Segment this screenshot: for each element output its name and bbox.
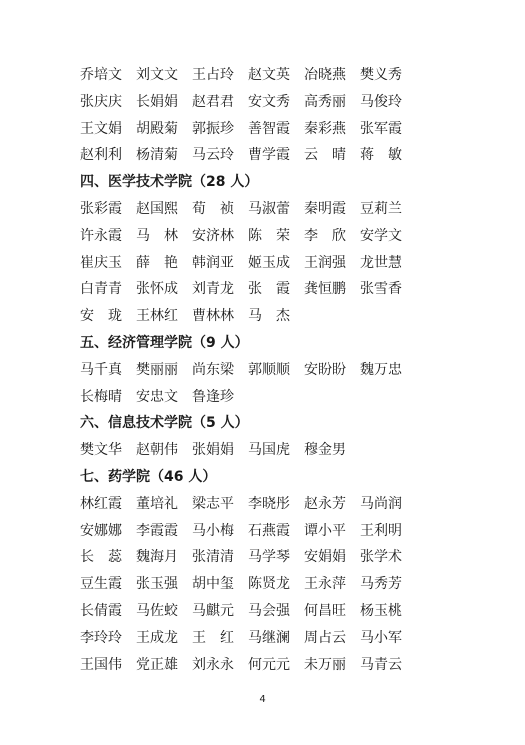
name-entry: 张娟娟 <box>192 442 234 459</box>
section-heading: 四、医学技术学院（28 人） <box>80 174 259 191</box>
name-entry: 荀 祯 <box>192 200 234 217</box>
name-entry: 马秀芳 <box>360 576 402 593</box>
name-entry: 赵文英 <box>248 67 290 83</box>
name-entry: 云 晴 <box>304 147 346 164</box>
name-entry: 高秀丽 <box>304 93 346 110</box>
name-entry: 龙世慧 <box>360 254 402 271</box>
name-entry: 王林红 <box>136 308 178 325</box>
name-entry: 马小梅 <box>192 522 234 539</box>
name-entry: 张军霞 <box>360 120 402 137</box>
name-entry: 李晓彤 <box>248 495 290 512</box>
name-row <box>0 491 525 518</box>
section-heading: 五、经济管理学院（9 人） <box>80 334 249 351</box>
name-entry: 豆莉兰 <box>360 200 402 217</box>
name-row <box>0 625 525 652</box>
name-entry: 郭顺顺 <box>248 361 290 378</box>
name-entry: 龚恒鹏 <box>304 281 346 298</box>
name-entry: 魏万忠 <box>360 361 402 378</box>
name-entry: 董培礼 <box>136 495 178 512</box>
name-entry: 长娟娟 <box>136 93 178 110</box>
document-body <box>0 62 525 678</box>
name-entry: 刘文文 <box>136 67 178 83</box>
name-entry: 马 杰 <box>248 308 290 325</box>
name-row <box>0 89 525 116</box>
name-entry: 陈贤龙 <box>248 576 290 593</box>
name-entry: 安娟娟 <box>304 549 346 566</box>
name-entry: 安文秀 <box>248 93 290 110</box>
name-entry: 马尚润 <box>360 495 402 512</box>
name-entry: 白青青 <box>80 281 122 298</box>
name-entry: 崔庆玉 <box>80 254 122 271</box>
name-entry: 尚东梁 <box>192 361 234 378</box>
name-row <box>0 598 525 625</box>
name-entry: 林红霞 <box>80 495 122 512</box>
section-heading: 六、信息技术学院（5 人） <box>80 415 249 432</box>
name-entry: 赵朝伟 <box>136 442 178 459</box>
name-entry: 李霞霞 <box>136 522 178 539</box>
name-entry: 未万丽 <box>304 656 346 673</box>
name-entry: 马俊玲 <box>360 93 402 110</box>
name-entry: 马麒元 <box>192 602 234 619</box>
name-entry: 姬玉成 <box>248 254 290 271</box>
name-entry: 安娜娜 <box>80 522 122 539</box>
name-entry: 王国伟 <box>80 656 122 673</box>
name-entry: 张学术 <box>360 549 402 566</box>
name-row <box>0 437 525 464</box>
name-entry: 王利明 <box>360 522 402 539</box>
name-entry: 张雪香 <box>360 281 402 298</box>
name-entry: 张庆庆 <box>80 93 122 110</box>
name-row <box>0 357 525 384</box>
name-row <box>0 518 525 545</box>
name-row <box>0 116 525 143</box>
name-entry: 郭振珍 <box>192 120 234 137</box>
name-entry: 王文娟 <box>80 120 122 137</box>
name-entry: 杨清菊 <box>136 147 178 164</box>
name-entry: 许永霞 <box>80 227 122 244</box>
name-row <box>0 62 525 89</box>
name-entry: 王占玲 <box>192 67 234 83</box>
name-entry: 安忠文 <box>136 388 178 405</box>
name-entry: 长 蕊 <box>80 549 122 566</box>
name-entry: 赵君君 <box>192 93 234 110</box>
name-entry: 冶晓燕 <box>304 67 346 83</box>
name-entry: 善智霞 <box>248 120 290 137</box>
name-row <box>0 303 525 330</box>
name-entry: 刘永永 <box>192 656 234 673</box>
name-entry: 马千真 <box>80 361 122 378</box>
name-entry: 张怀成 <box>136 281 178 298</box>
name-entry: 王永萍 <box>304 576 346 593</box>
section-heading-row <box>0 169 525 196</box>
name-row <box>0 384 525 411</box>
name-row <box>0 196 525 223</box>
name-entry: 胡中玺 <box>192 576 234 593</box>
name-entry: 马佐蛟 <box>136 602 178 619</box>
name-entry: 乔培文 <box>80 67 122 83</box>
name-entry: 秦明霞 <box>304 200 346 217</box>
name-entry: 安学文 <box>360 227 402 244</box>
name-row <box>0 250 525 277</box>
name-entry: 王 红 <box>192 629 234 646</box>
name-entry: 石燕霞 <box>248 522 290 539</box>
name-entry: 安济林 <box>192 227 234 244</box>
name-entry: 蒋 敏 <box>360 147 402 164</box>
name-entry: 李玲玲 <box>80 629 122 646</box>
name-entry: 赵利利 <box>80 147 122 164</box>
name-entry: 马学琴 <box>248 549 290 566</box>
name-entry: 樊丽丽 <box>136 361 178 378</box>
name-row <box>0 223 525 250</box>
name-entry: 张玉强 <box>136 576 178 593</box>
name-entry: 薛 艳 <box>136 254 178 271</box>
name-entry: 安 珑 <box>80 308 122 325</box>
name-entry: 赵国熙 <box>136 200 178 217</box>
name-entry: 马继澜 <box>248 629 290 646</box>
section-heading-row <box>0 410 525 437</box>
name-entry: 马青云 <box>360 656 402 673</box>
name-entry: 曹林林 <box>192 308 234 325</box>
name-entry: 谭小平 <box>304 522 346 539</box>
name-entry: 张清清 <box>192 549 234 566</box>
name-entry: 鲁逢珍 <box>192 388 234 405</box>
name-entry: 胡殿菊 <box>136 120 178 137</box>
name-entry: 豆生霞 <box>80 576 122 593</box>
name-entry: 陈 荣 <box>248 227 290 244</box>
name-row <box>0 276 525 303</box>
name-entry: 张 霞 <box>248 281 290 298</box>
section-heading: 七、药学院（46 人） <box>80 468 217 485</box>
name-entry: 樊文华 <box>80 442 122 459</box>
name-entry: 张彩霞 <box>80 200 122 217</box>
name-entry: 何元元 <box>248 656 290 673</box>
name-entry: 穆金男 <box>304 442 346 459</box>
name-entry: 安盼盼 <box>304 361 346 378</box>
name-row <box>0 652 525 679</box>
name-entry: 李 欣 <box>304 227 346 244</box>
name-entry: 长倩霞 <box>80 602 122 619</box>
page-number: 4 <box>259 694 266 705</box>
name-entry: 赵永芳 <box>304 495 346 512</box>
name-entry: 马云玲 <box>192 147 234 164</box>
section-heading-row <box>0 330 525 357</box>
name-entry: 马会强 <box>248 602 290 619</box>
name-entry: 党正雄 <box>136 656 178 673</box>
name-entry: 杨玉桃 <box>360 602 402 619</box>
name-row <box>0 142 525 169</box>
name-entry: 韩润亚 <box>192 254 234 271</box>
name-entry: 樊义秀 <box>360 67 402 83</box>
name-entry: 梁志平 <box>192 495 234 512</box>
name-entry: 刘青龙 <box>192 281 234 298</box>
name-entry: 马 林 <box>136 227 178 244</box>
name-entry: 王润强 <box>304 254 346 271</box>
name-entry: 周占云 <box>304 629 346 646</box>
name-entry: 秦彩燕 <box>304 120 346 137</box>
name-entry: 王成龙 <box>136 629 178 646</box>
name-row <box>0 571 525 598</box>
name-entry: 马淑蕾 <box>248 200 290 217</box>
name-entry: 马国虎 <box>248 442 290 459</box>
name-entry: 魏海月 <box>136 549 178 566</box>
name-entry: 长梅晴 <box>80 388 122 405</box>
name-entry: 曹学霞 <box>248 147 290 164</box>
section-heading-row <box>0 464 525 491</box>
name-row <box>0 544 525 571</box>
name-entry: 马小军 <box>360 629 402 646</box>
name-entry: 何昌旺 <box>304 602 346 619</box>
